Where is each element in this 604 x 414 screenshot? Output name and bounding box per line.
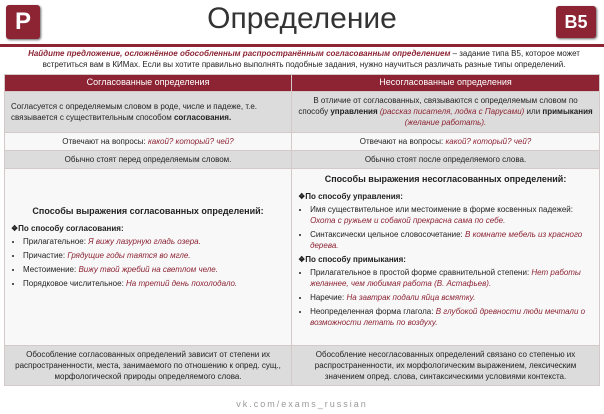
col-header-right: Несогласованные определения: [292, 75, 600, 92]
list-item: [23, 250, 285, 261]
cell-text: В отличие от согласованных, связываются с определяемым словом по способу: [298, 96, 578, 116]
list: [298, 267, 593, 328]
footer-link: vk.com/exams_russian: [236, 399, 368, 409]
section-subtitle: ❖По способу согласования:: [11, 224, 124, 233]
example-text: какой? который? чей?: [147, 137, 234, 146]
cell-text: Отвечают на вопросы:: [62, 137, 148, 146]
cell-right: Обособление несогласованных определений связано со степенью их распространенности, их морфологическим выражением, лексическим значением опред. слова, синтаксическими условиями контекста.: [292, 346, 600, 386]
cell-left: Обычно стоят перед определяемым словом.: [5, 151, 292, 169]
divider: [0, 44, 604, 47]
table-row: [5, 92, 600, 133]
cell-right: [292, 92, 600, 133]
page-title: Определение: [207, 2, 397, 35]
list-item: [310, 306, 593, 328]
example-text: На третий день похолодало.: [126, 279, 238, 288]
item-label: Местоимение:: [23, 265, 79, 274]
example-text: Грядущие годы таятся во мгле.: [67, 251, 191, 260]
cell-bold: согласования.: [173, 113, 232, 122]
example-text: Охота с ружьем и собакой прекрасна сама по себе.: [310, 216, 506, 225]
cell-left: Обособление согласованных определений зависит от степени их распространенности, места, занимаемого по отношению к опред. сущ., морфологической природы определяемого слова.: [5, 346, 292, 386]
table-header: [5, 75, 600, 92]
powerpoint-logo-icon: P: [6, 5, 40, 39]
example-text: (желание работать).: [404, 118, 487, 127]
header: [0, 0, 604, 44]
list: [298, 204, 593, 251]
example-text: Вижу твой жребий на светлом челе.: [78, 265, 218, 274]
item-label: Неопределенная форма глагола:: [310, 307, 436, 316]
cell-text: Согласуется с определяемым словом в роде, числе и падеже, т.е. связывается с существительным способом: [11, 102, 257, 122]
item-label: Наречие:: [310, 293, 347, 302]
cell-right: [292, 133, 600, 151]
cell-right: Обычно стоят после определяемого слова.: [292, 151, 600, 169]
cell-left: [5, 133, 292, 151]
section-subtitle: ❖По способу примыкания:: [298, 255, 406, 264]
intro-rest: – задание типа В5, которое может встретиться вам в КИМах. Если вы хотите правильно выполнять подобные задания, нужно научиться различать разные типы определений.: [42, 49, 580, 69]
list: [11, 236, 285, 289]
example-text: Я вижу лазурную гладь озера.: [88, 237, 201, 246]
list-item: [23, 236, 285, 247]
section-title: Способы выражения несогласованных определений:: [324, 174, 567, 184]
cell-bold: примыкания: [542, 107, 593, 116]
cell-text: Отвечают на вопросы:: [359, 137, 446, 146]
table-row: [5, 169, 600, 346]
example-text: (рассказ писателя, лодка с Парусами): [379, 107, 525, 116]
list-item: [310, 267, 593, 289]
table-row: [5, 346, 600, 386]
definitions-table: [4, 74, 600, 386]
item-label: Прилагательное в простой форме сравнительной степени:: [310, 268, 532, 277]
example-text: На завтрак подали яйца всмятку.: [346, 293, 476, 302]
intro-highlight: Найдите предложение, осложнённое обособленным распространённым согласованным определением: [28, 49, 451, 58]
example-text: В комнате мебель из красного дерева.: [310, 230, 583, 250]
example-text: Нет работы желаннее, чем любимая работа (В. Астафьев).: [310, 268, 581, 288]
section-title: Способы выражения согласованных определений:: [32, 206, 264, 216]
cell-right: [292, 169, 600, 346]
list-item: [310, 204, 593, 226]
example-text: В глубокой древности люди мечтали о возможности летать по воздуху.: [310, 307, 586, 327]
task-badge: B5: [556, 6, 596, 38]
col-header-left: Согласованные определения: [5, 75, 292, 92]
list-item: [310, 229, 593, 251]
cell-text: или: [524, 107, 543, 116]
list-item: [23, 278, 285, 289]
cell-bold: управления: [330, 107, 378, 116]
section-subtitle: ❖По способу управления:: [298, 192, 403, 201]
item-label: Причастие:: [23, 251, 68, 260]
item-label: Прилагательное:: [23, 237, 89, 246]
intro-text: [12, 48, 596, 70]
item-label: Имя существительное или местоимение в форме косвенных падежей:: [310, 205, 573, 214]
table-row: [5, 151, 600, 169]
cell-left: [5, 92, 292, 133]
example-text: какой? который? чей?: [445, 137, 532, 146]
list-item: [23, 264, 285, 275]
cell-left: [5, 169, 292, 346]
item-label: Порядковое числительное:: [23, 279, 127, 288]
table-row: [5, 133, 600, 151]
item-label: Синтаксически цельное словосочетание:: [310, 230, 466, 239]
list-item: [310, 292, 593, 303]
